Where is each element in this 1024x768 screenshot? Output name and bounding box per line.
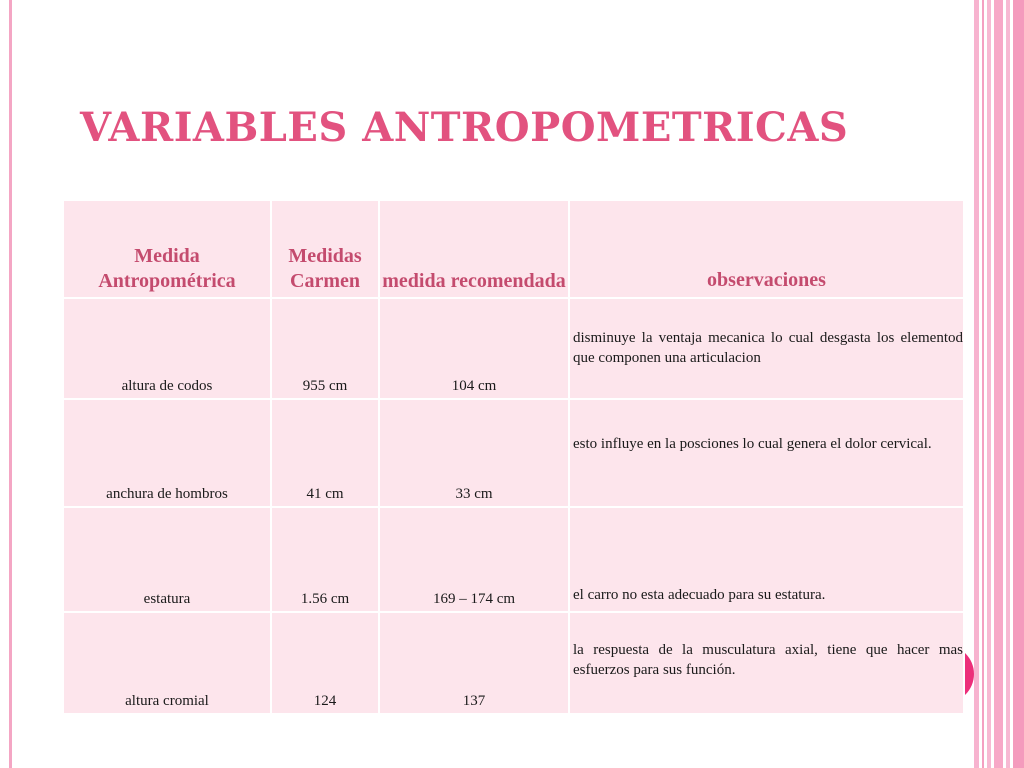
stripe [994, 0, 1003, 768]
cell-observaciones [569, 298, 964, 399]
header-carmen: Medidas Carmen [271, 200, 379, 298]
table-row [63, 507, 964, 612]
header-recomendada: medida recomendada [379, 200, 569, 298]
stripe [974, 0, 979, 768]
cell-observaciones [569, 399, 964, 507]
cell-medida: anchura de hombros [63, 399, 271, 507]
stripe [982, 0, 984, 768]
cell-carmen: 1.56 cm [271, 507, 379, 612]
stripe [1013, 0, 1024, 768]
table-header-row [63, 200, 964, 298]
cell-carmen: 41 cm [271, 399, 379, 507]
cell-recomendada: 33 cm [379, 399, 569, 507]
cell-medida: estatura [63, 507, 271, 612]
header-observaciones: observaciones [569, 200, 964, 298]
cell-medida: altura de codos [63, 298, 271, 399]
cell-observaciones [569, 612, 964, 714]
observacion-text: la respuesta de la musculatura axial, tiene que hacer mas esfuerzos para sus función. [573, 642, 963, 678]
cell-recomendada: 137 [379, 612, 569, 714]
right-decorative-stripes [974, 0, 1024, 768]
left-decorative-rule [9, 0, 12, 768]
stripe [1006, 0, 1010, 768]
cell-observaciones [569, 507, 964, 612]
table-row [63, 298, 964, 399]
header-medida: Medida Antropométrica [63, 200, 271, 298]
stripe [987, 0, 991, 768]
observacion-text: disminuye la ventaja mecanica lo cual desgasta los elementod que componen una articulacion [573, 330, 963, 366]
cell-recomendada: 169 – 174 cm [379, 507, 569, 612]
observacion-text: esto influye en la posciones lo cual genera el dolor cervical. [573, 436, 932, 452]
table-row [63, 399, 964, 507]
anthropometric-table [62, 199, 965, 715]
slide-title: VARIABLES ANTROPOMETRICAS [80, 104, 849, 151]
cell-medida: altura cromial [63, 612, 271, 714]
cell-carmen: 124 [271, 612, 379, 714]
table-row [63, 612, 964, 714]
cell-carmen: 955 cm [271, 298, 379, 399]
cell-recomendada: 104 cm [379, 298, 569, 399]
observacion-text: el carro no esta adecuado para su estatura. [573, 587, 826, 603]
